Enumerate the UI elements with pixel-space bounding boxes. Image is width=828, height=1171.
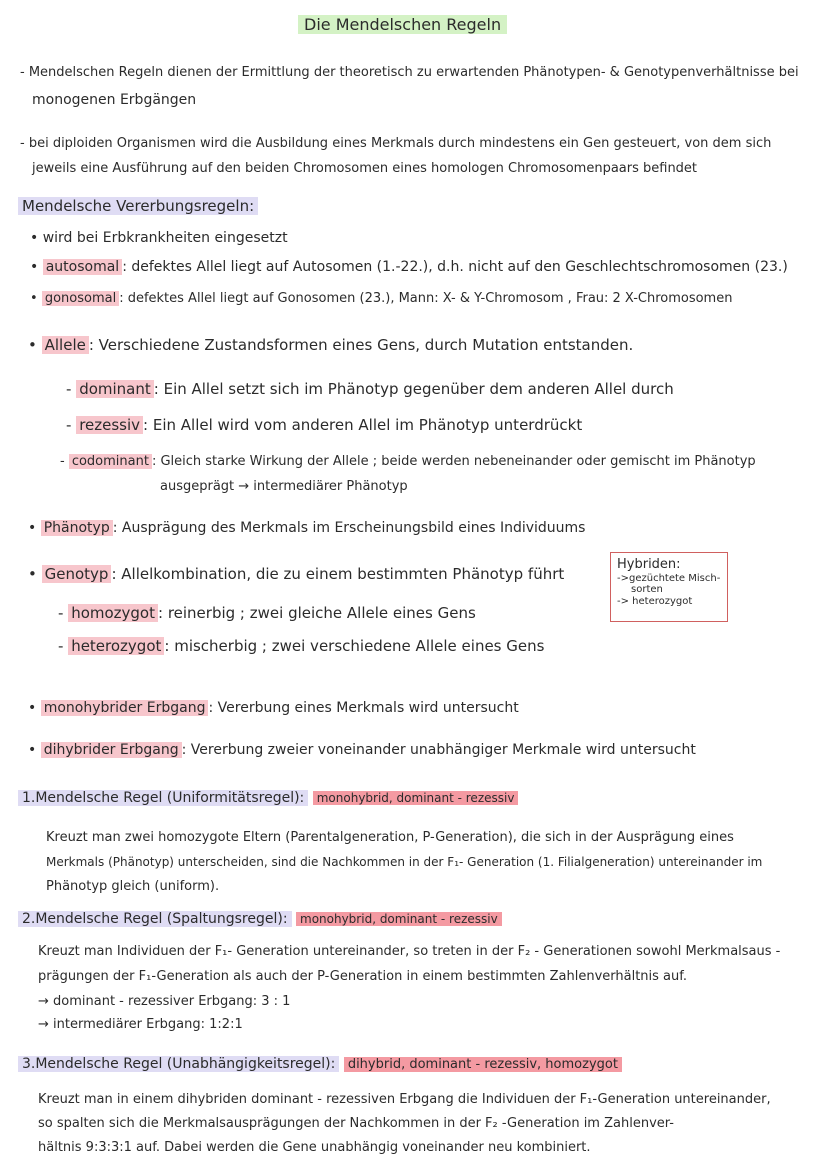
term-gonosomal: gonosomal xyxy=(42,291,119,306)
vererbung-bullet-gonosomal: • gonosomal : defektes Allel liegt auf Gonosomen (23.), Mann: X- & Y-Chromosom , Frau: 2 X-Chromosomen xyxy=(30,291,733,306)
term-codominant: codominant xyxy=(69,454,152,469)
term-allele: Allele xyxy=(42,336,89,354)
regel2-line-3: → dominant - rezessiver Erbgang: 3 : 1 xyxy=(38,994,291,1009)
regel3-line-1: Kreuzt man in einem dihybriden dominant - rezessiven Erbgang die Individuen der F₁-Generation untereinander, xyxy=(38,1092,771,1107)
intro-line-3: - bei diploiden Organismen wird die Ausbildung eines Merkmals durch mindestens ein Gen gesteuert, von dem sich xyxy=(20,136,772,151)
hybriden-line-2: sorten xyxy=(631,584,663,596)
regel3-line-3: hältnis 9:3:3:1 auf. Dabei werden die Gene unabhängig voneinander neu kombiniert. xyxy=(38,1140,591,1155)
regel2-line-4: → intermediärer Erbgang: 1:2:1 xyxy=(38,1017,243,1032)
regel1-line-2: Merkmals (Phänotyp) unterscheiden, sind die Nachkommen in der F₁- Generation (1. Filialgeneration) untereinander im xyxy=(46,855,763,869)
allele-codominant: - codominant : Gleich starke Wirkung der Allele ; beide werden nebeneinander oder gemischt im Phänotyp xyxy=(60,454,756,469)
term-phaenotyp: Phänotyp xyxy=(41,520,113,536)
genotyp-heterozygot: - heterozygot : mischerbig ; zwei verschiedene Allele eines Gens xyxy=(58,637,545,655)
allele-codominant-line-2: ausgeprägt → intermediärer Phänotyp xyxy=(160,479,408,494)
regel1-heading: 1.Mendelsche Regel (Uniformitätsregel): monohybrid, dominant - rezessiv xyxy=(18,790,518,806)
erbgang-dihybrid: • dihybrider Erbgang : Vererbung zweier voneinander unabhängiger Merkmale wird untersucht xyxy=(28,742,696,758)
regel1-line-1: Kreuzt man zwei homozygote Eltern (Parentalgeneration, P-Generation), die sich in der Ausprägung eines xyxy=(46,830,734,845)
term-monohybrid: monohybrider Erbgang xyxy=(41,700,209,716)
hybriden-title: Hybriden: xyxy=(617,557,681,572)
regel3-heading: 3.Mendelsche Regel (Unabhängigkeitsregel): dihybrid, dominant - rezessiv, homozygot xyxy=(18,1056,622,1073)
erbgang-monohybrid: • monohybrider Erbgang : Vererbung eines Merkmals wird untersucht xyxy=(28,700,519,716)
term-genotyp: Genotyp xyxy=(42,565,112,583)
regel2-tag: monohybrid, dominant - rezessiv xyxy=(296,912,502,926)
hybriden-line-3: -> heterozygot xyxy=(617,595,693,607)
term-rezessiv: rezessiv xyxy=(76,416,143,434)
regel3-tag: dihybrid, dominant - rezessiv, homozygot xyxy=(344,1057,622,1072)
vererbung-bullet-autosomal: • autosomal : defektes Allel liegt auf Autosomen (1.-22.), d.h. nicht auf den Geschlechtschromosomen (23.) xyxy=(30,259,788,275)
phaenotyp-line: • Phänotyp : Ausprägung des Merkmals im Erscheinungsbild eines Individuums xyxy=(28,520,586,536)
genotyp-line: • Genotyp : Allelkombination, die zu einem bestimmten Phänotyp führt xyxy=(28,565,565,583)
hybriden-box xyxy=(610,552,728,622)
genotyp-homozygot: - homozygot : reinerbig ; zwei gleiche Allele eines Gens xyxy=(58,604,476,622)
intro-line-4: jeweils eine Ausführung auf den beiden Chromosomen eines homologen Chromosomenpaars befindet xyxy=(32,161,698,176)
term-heterozygot: heterozygot xyxy=(68,637,164,655)
allele-dominant: - dominant : Ein Allel setzt sich im Phänotyp gegenüber dem anderen Allel durch xyxy=(66,380,674,398)
regel3-line-2: so spalten sich die Merkmalsausprägungen der Nachkommen in der F₂ -Generation im Zahlenver- xyxy=(38,1116,674,1131)
term-homozygot: homozygot xyxy=(68,604,158,622)
term-dihybrid: dihybrider Erbgang xyxy=(41,742,182,758)
allele-line: • Allele : Verschiedene Zustandsformen eines Gens, durch Mutation entstanden. xyxy=(28,336,634,354)
hybriden-line-1: ->gezüchtete Misch- xyxy=(617,572,721,584)
vererbung-bullet-1: • wird bei Erbkrankheiten eingesetzt xyxy=(30,230,288,246)
regel2-heading: 2.Mendelsche Regel (Spaltungsregel): monohybrid, dominant - rezessiv xyxy=(18,911,502,927)
regel2-line-2: prägungen der F₁-Generation als auch der P-Generation in einem bestimmten Zahlenverhältnis auf. xyxy=(38,969,688,984)
intro-line-2: monogenen Erbgängen xyxy=(32,92,197,108)
vererbung-heading: Mendelsche Vererbungsregeln: xyxy=(18,198,258,215)
regel1-line-3: Phänotyp gleich (uniform). xyxy=(46,879,220,894)
regel2-line-1: Kreuzt man Individuen der F₁- Generation untereinander, so treten in der F₂ - Generationen sowohl Merkmalsaus - xyxy=(38,944,781,959)
allele-rezessiv: - rezessiv : Ein Allel wird vom anderen Allel im Phänotyp unterdrückt xyxy=(66,416,583,434)
term-dominant: dominant xyxy=(76,380,154,398)
regel1-tag: monohybrid, dominant - rezessiv xyxy=(313,791,519,805)
intro-line-1: - Mendelschen Regeln dienen der Ermittlung der theoretisch zu erwartenden Phänotypen- & Genotypenverhältnisse bei xyxy=(20,65,799,80)
page-title: Die Mendelschen Regeln xyxy=(298,16,507,34)
term-autosomal: autosomal xyxy=(43,259,122,275)
